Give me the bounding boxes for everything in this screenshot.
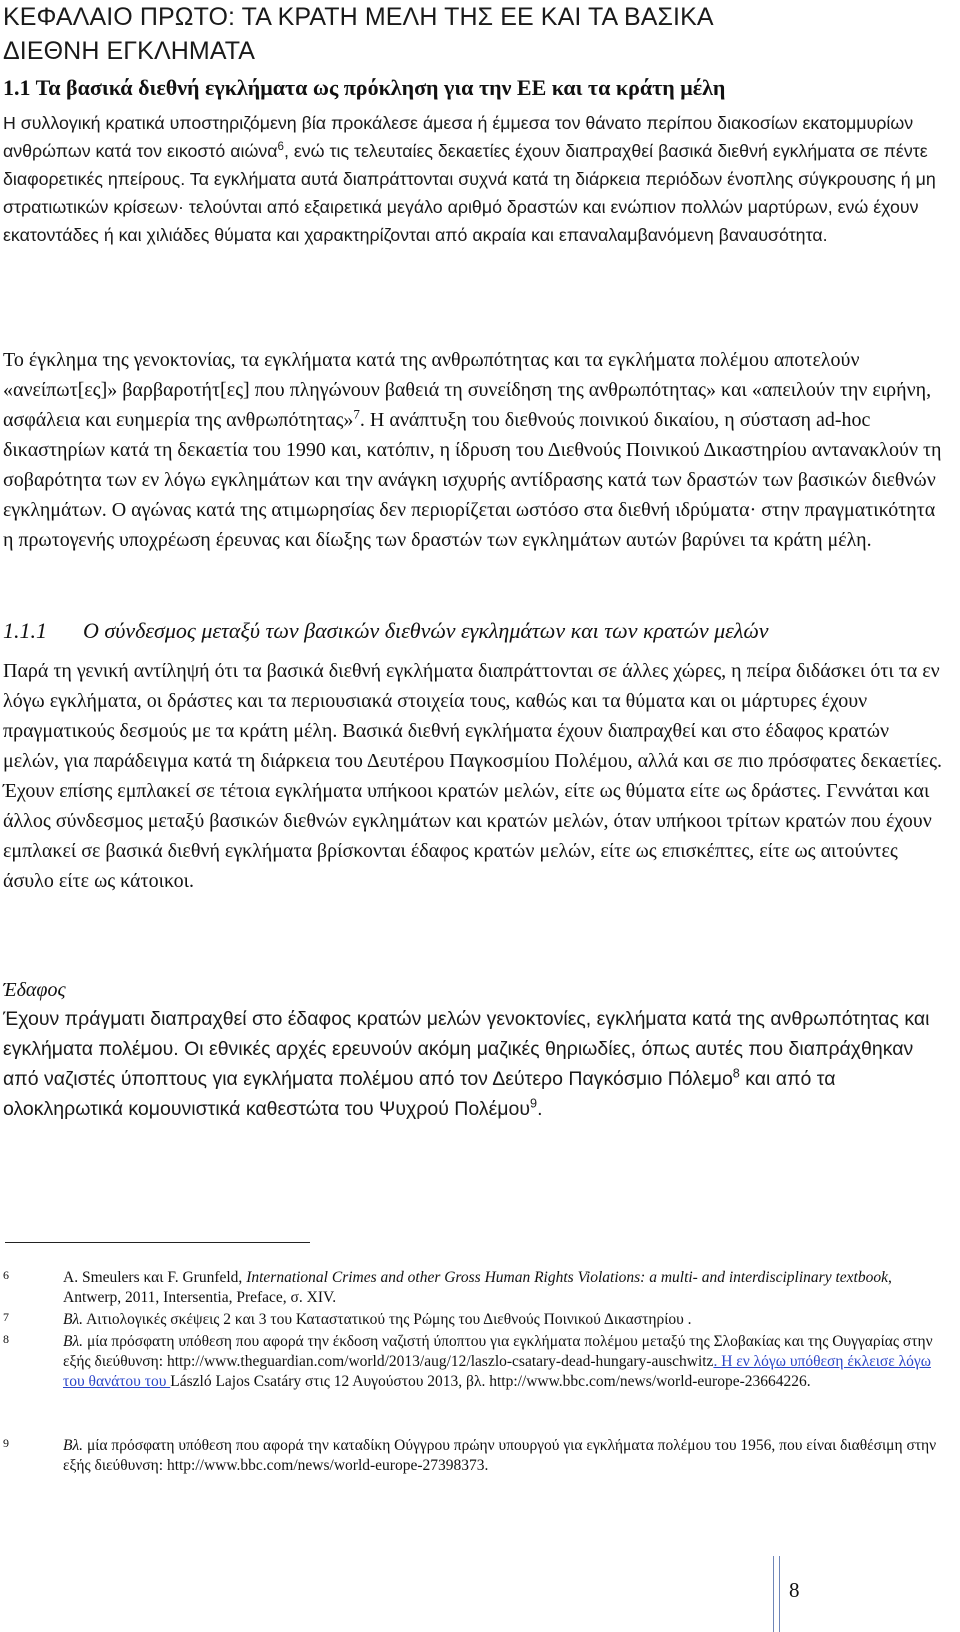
chapter-title-line-2: ΔΙΕΘΝΗ ΕΓΚΛΗΜΑΤΑ <box>3 37 256 65</box>
footnote-text: A. Smeulers και F. Grunfeld, <box>63 1269 247 1286</box>
page-number: 8 <box>789 1578 800 1602</box>
footnote-body <box>63 1310 951 1330</box>
subsection-paragraph: Παρά τη γενική αντίληψή ότι τα βασικά διεθνή εγκλήματα διαπράττονται σε άλλες χώρες, η πείρα διδάσκει ότι τα εν λόγω εγκλήματα, οι δράστες και τα περιουσιακά στοιχεία τους, καθώς και τα θύματα και οι μάρτυρες έχουν πραγματικούς δεσμούς με τα κράτη μέλη. Βασικά διεθνή εγκλήματα έχουν διαπραχθεί και στο έδαφος κρατών μελών, για παράδειγμα κατά τη διάρκεια του Δευτέρου Παγκοσμίου Πολέμου, αλλά και σε πιο πρόσφατες δεκαετίες. Έχουν επίσης εμπλακεί σε τέτοια εγκλήματα υπήκοοι κρατών μελών, είτε ως θύματα είτε ως δράστες. Γεννάται και άλλος σύνδεσμος μεταξύ βασικών διεθνών εγκλημάτων και κρατών μελών, όταν υπήκοοι τρίτων κρατών που έχουν εμπλακεί σε βασικά διεθνή εγκλήματα βρίσκονται έδαφος κρατών μελών, είτε ως επισκέπτες, είτε ως αιτούντες άσυλο είτε ως κάτοικοι. <box>3 660 943 892</box>
footnote-ref-8[interactable]: 8 <box>732 1066 740 1081</box>
footnote-number: 8 <box>3 1332 9 1346</box>
footnote-body <box>63 1268 951 1308</box>
subsection-heading <box>3 616 943 646</box>
paragraph-text: , ενώ τις τελευταίες δεκαετίες έχουν διαπραχθεί βασικά διεθνή εγκλήματα σε πέντε διαφορετικές ηπείρους. Τα εγκλήματα αυτά διαπράττονται συχνά κατά τη διάρκεια περιόδων ένοπλης σύγκρουσης ή μη στρατιωτικών κρίσεων· τελούνται από εξαιρετικά μεγάλο αριθμό δραστών και ενώπιον πολλών μαρτύρων, ενώ έχουν εκατοντάδες ή και χιλιάδες θύματα και χαρακτηρίζονται από ακραία και επαναλαμβανόμενη βαναυσότητα. <box>3 141 936 245</box>
page-number-bar <box>773 1556 780 1632</box>
footnote-text: , Antwerp, 2011, Intersentia, Preface, σ. XIV. <box>63 1269 892 1306</box>
footnote-see-label: Βλ. <box>63 1333 84 1350</box>
footnote-number: 9 <box>3 1436 9 1450</box>
section-paragraph-2 <box>3 345 947 555</box>
footnote-book-title: International Crimes and other Gross Human Rights Violations: a multi- and interdisciplinary textbook <box>246 1269 888 1286</box>
territory-heading: Έδαφος <box>3 979 66 1001</box>
section-paragraph-1 <box>3 109 947 249</box>
paragraph-text: . <box>537 1098 543 1120</box>
subsection-title: Ο σύνδεσμος μεταξύ των βασικών διεθνών εγκλημάτων και των κρατών μελών <box>83 618 769 643</box>
footnote-text[interactable]: μία πρόσφατη υπόθεση που αφορά την καταδίκη Ούγγρου πρώην υπουργού για εγκλήματα πολέμου του 1956, που είναι διαθέσιμη στην εξής διεύθυνση: http://www.bbc.com/news/world-europe-27398373. <box>63 1437 937 1474</box>
footnote-body <box>63 1332 951 1392</box>
paragraph-text: Έχουν πράγματι διαπραχθεί στο έδαφος κρατών μελών γενοκτονίες, εγκλήματα κατά της ανθρωπότητας και εγκλήματα πολέμου. Οι εθνικές αρχές ερευνούν ακόμη μαζικές θηριωδίες, όπως αυτές που διαπράχθηκαν από ναζιστές ύποπτους για εγκλήματα πολέμου από τον Δεύτερο Παγκόσμιο Πόλεμο <box>3 1008 930 1090</box>
paragraph-text: Το έγκλημα της γενοκτονίας, τα εγκλήματα κατά της ανθρωπότητας και τα εγκλήματα πολέμου αποτελούν «ανείπωτ[ες]» βαρβαροτήτ[ες] που πληγώνουν βαθειά τη συνείδηση της ανθρωπότητας» και «απειλούν την ειρήνη, ασφάλεια και ευημερία της ανθρωπότητας» <box>3 349 932 431</box>
territory-paragraph <box>3 1004 947 1124</box>
footnote-text[interactable]: László Lajos Csatáry στις 12 Αυγούστου 2013, βλ. http://www.bbc.com/news/world-europe-23664226. <box>170 1373 811 1390</box>
section-heading: 1.1 Τα βασικά διεθνή εγκλήματα ως πρόκληση για την ΕΕ και τα κράτη μέλη <box>3 75 726 100</box>
footnote-separator <box>5 1242 310 1243</box>
footnote-body <box>63 1436 951 1476</box>
footnote-ref-7[interactable]: 7 <box>353 406 360 422</box>
footnote-see-label: Βλ. <box>63 1311 84 1328</box>
footnote-see-label: Βλ. <box>63 1437 84 1454</box>
paragraph-text: . Η ανάπτυξη του διεθνούς ποινικού δικαίου, η σύσταση ad-hoc δικαστηρίων κατά τη δεκαετία του 1990 και, κατόπιν, η ίδρυση του Διεθνούς Ποινικού Δικαστηρίου αντανακλούν τη σοβαρότητα των εν λόγω εγκλημάτων και την ανάγκη ισχυρής αντίδρασης κατά των δραστών των βασικών διεθνών εγκλημάτων. Ο αγώνας κατά της ατιμωρησίας δεν περιορίζεται ωστόσο στα διεθνή ιδρύματα· στην πραγματικότητα η πρωτογενής υποχρέωση έρευνας και δίωξης των δραστών των εγκλημάτων αυτών βαρύνει τα κράτη μέλη. <box>3 409 942 551</box>
footnote-underlined-text[interactable]: . Η εν λόγω υπόθεση έκλεισε λόγω του θανάτου του <box>63 1353 931 1390</box>
footnote-ref-6[interactable]: 6 <box>277 141 284 154</box>
footnote-number: 6 <box>3 1268 9 1282</box>
paragraph-text: Η συλλογική κρατικά υποστηριζόμενη βία προκάλεσε άμεσα ή έμμεσα τον θάνατο περίπου διακοσίων εκατομμυρίων ανθρώπων κατά τον εικοστό αιώνα <box>3 113 914 161</box>
footnote-ref-9[interactable]: 9 <box>530 1096 538 1111</box>
footnote-number: 7 <box>3 1310 9 1324</box>
paragraph-text: και από τα ολοκληρωτικά κομουνιστικά καθεστώτα του Ψυχρού Πολέμου <box>3 1068 836 1120</box>
footnote-text: Αιτιολογικές σκέψεις 2 και 3 του Καταστατικού της Ρώμης του Διεθνούς Ποινικού Δικαστηρίου . <box>83 1311 692 1328</box>
chapter-title <box>3 0 943 68</box>
chapter-title-line-1: ΚΕΦΑΛΑΙΟ ΠΡΩΤΟ: ΤΑ ΚΡΑΤΗ ΜΕΛΗ ΤΗΣ ΕΕ ΚΑΙ ΤΑ ΒΑΣΙΚΑ <box>3 3 714 31</box>
subsection-number: 1.1.1 <box>3 618 47 643</box>
footnote-url-text[interactable]: μία πρόσφατη υπόθεση που αφορά την έκδοση ναζιστή ύποπτου για εγκλήματα πολέμου μεταξύ της Σλοβακίας και της Ουγγαρίας στην εξής διεύθυνση: http://www.theguardian.com/world/2013/aug/12/laszlo-csatary-dead-hungary-auschwitz <box>63 1333 933 1370</box>
